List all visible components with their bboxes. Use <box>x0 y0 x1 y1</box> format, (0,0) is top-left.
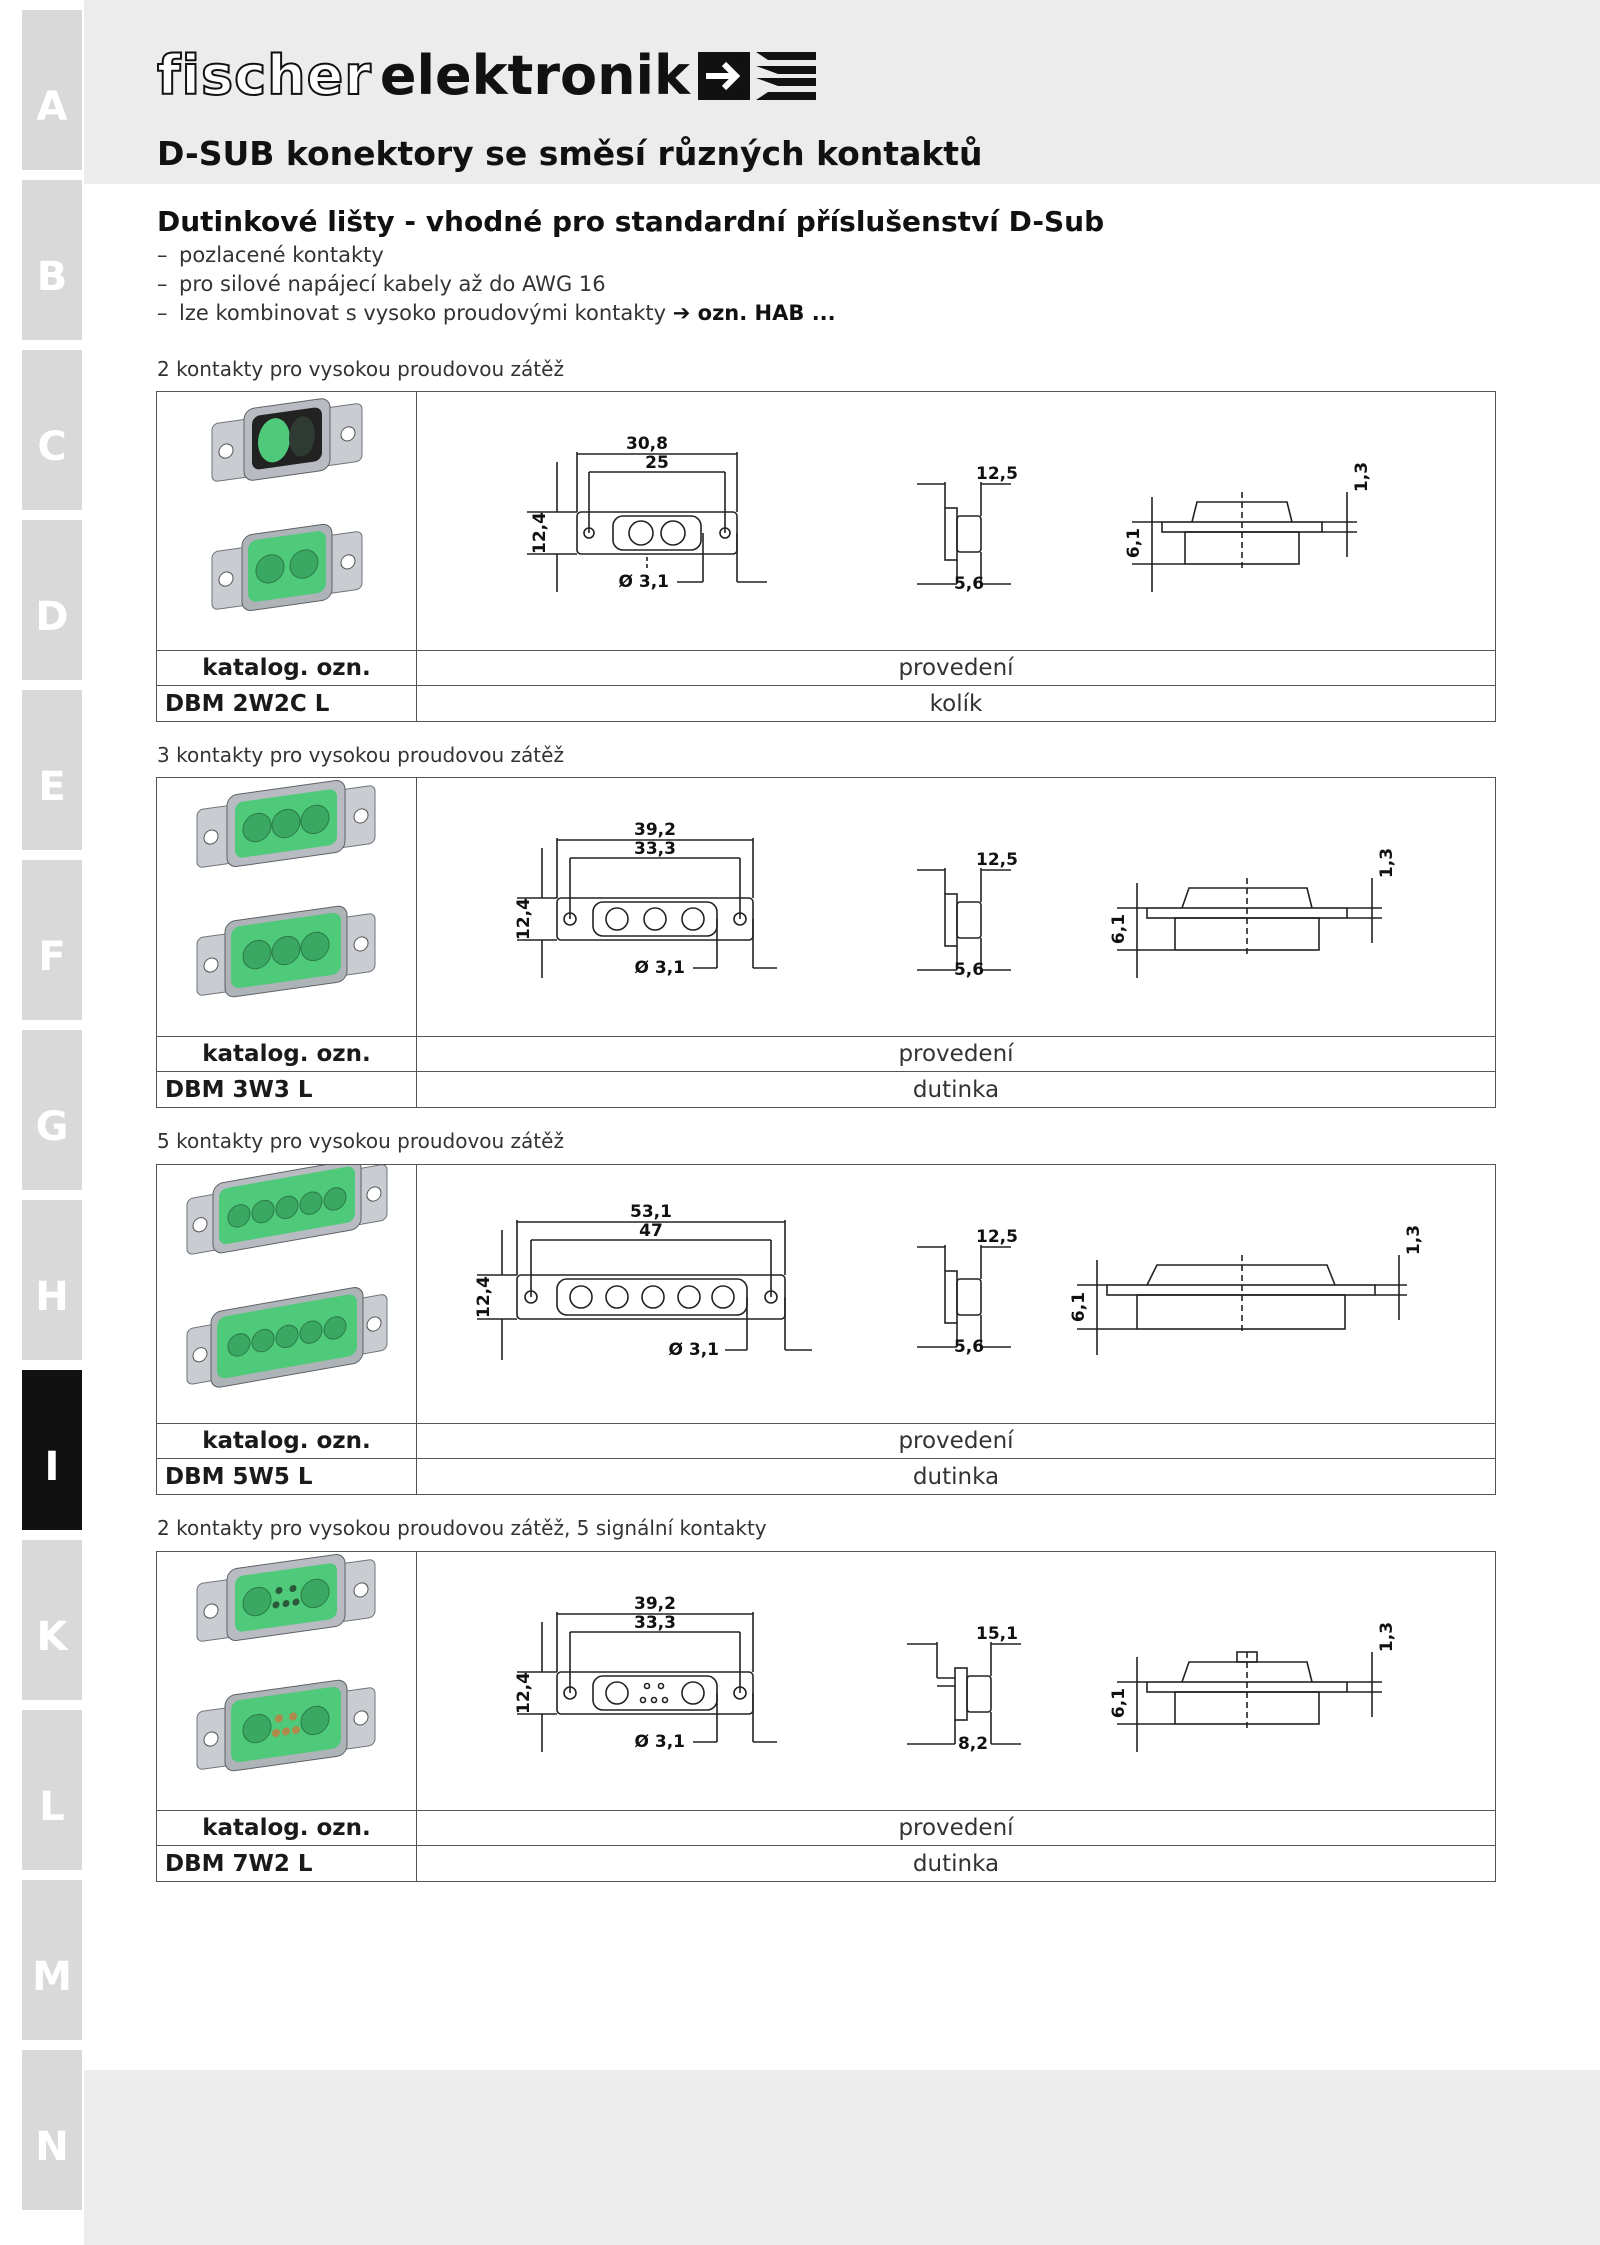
header-version: provedení <box>898 1815 1014 1841</box>
product-table <box>156 777 1496 1108</box>
tab-c[interactable]: C <box>22 350 82 510</box>
product-photo <box>157 778 417 1036</box>
technical-drawing <box>417 1165 1495 1423</box>
header-catalog: katalog. ozn. <box>157 1037 417 1071</box>
dim-side-top: 15,1 <box>976 1624 1018 1644</box>
tab-d[interactable]: D <box>22 520 82 680</box>
version-type: dutinka <box>912 1463 1000 1490</box>
product-table <box>156 391 1496 722</box>
feature-item: – lze kombinovat s vysoko proudovými kontakty ➔ ozn. HAB ... <box>157 301 836 325</box>
catalog-code: DBM 7W2 L <box>157 1846 417 1881</box>
table-header-row <box>157 651 1495 686</box>
product-photo <box>157 1552 417 1810</box>
product-photo <box>157 392 417 650</box>
catalog-code: DBM 5W5 L <box>157 1459 417 1494</box>
header-catalog: katalog. ozn. <box>157 1811 417 1845</box>
dim-inner: 25 <box>645 453 669 473</box>
header-catalog: katalog. ozn. <box>157 1424 417 1458</box>
header-version: provedení <box>898 1428 1014 1454</box>
version-type: dutinka <box>912 1076 1000 1103</box>
hab-reference: ➔ ozn. HAB ... <box>672 301 836 325</box>
dim-front-height: 6,1 <box>1109 1687 1129 1719</box>
dim-side-top: 12,5 <box>976 1227 1018 1247</box>
feature-item: – pro silové napájecí kabely až do AWG 16 <box>157 272 606 296</box>
brand-name-elektronik: elektronik <box>379 44 690 107</box>
section-title: 3 kontakty pro vysokou proudovou zátěž <box>157 743 564 767</box>
dim-side-bottom: 5,6 <box>953 960 985 980</box>
dim-inner: 33,3 <box>634 839 676 859</box>
technical-drawing <box>417 778 1495 1036</box>
footer-band <box>84 2070 1600 2245</box>
table-row <box>157 686 1495 721</box>
version-type: dutinka <box>912 1850 1000 1877</box>
dim-side-top: 12,5 <box>976 850 1018 870</box>
product-table <box>156 1164 1496 1495</box>
brand-logo <box>157 44 816 108</box>
dim-outer: 30,8 <box>626 434 668 454</box>
brand-arrow-icon <box>698 48 816 104</box>
feature-list <box>157 241 836 328</box>
dim-outer: 39,2 <box>634 1594 676 1614</box>
table-header-row <box>157 1037 1495 1072</box>
dim-outer: 53,1 <box>630 1202 672 1222</box>
brand-name-fischer: fischer <box>157 44 372 107</box>
dim-height: 12,4 <box>514 1672 534 1714</box>
dim-hole: Ø 3,1 <box>668 1340 719 1360</box>
dim-hole: Ø 3,1 <box>634 958 685 978</box>
table-row <box>157 1459 1495 1494</box>
dim-height: 12,4 <box>530 512 550 554</box>
tab-f[interactable]: F <box>22 860 82 1020</box>
dim-front-height: 6,1 <box>1069 1291 1089 1323</box>
product-photo <box>157 1165 417 1423</box>
tab-a[interactable]: A <box>22 10 82 170</box>
tab-g[interactable]: G <box>22 1030 82 1190</box>
dim-front-thickness: 1,3 <box>1377 847 1397 879</box>
header-version: provedení <box>898 655 1014 681</box>
table-row <box>157 1072 1495 1107</box>
dim-hole: Ø 3,1 <box>634 1732 685 1752</box>
dim-side-bottom: 5,6 <box>953 574 985 594</box>
dim-front-height: 6,1 <box>1109 913 1129 945</box>
dim-front-height: 6,1 <box>1124 527 1144 559</box>
header-catalog: katalog. ozn. <box>157 651 417 685</box>
catalog-code: DBM 2W2C L <box>157 686 417 721</box>
dim-inner: 47 <box>639 1221 663 1241</box>
version-type: kolík <box>929 690 983 717</box>
tab-e[interactable]: E <box>22 690 82 850</box>
feature-item: – pozlacené kontakty <box>157 243 384 267</box>
product-table <box>156 1551 1496 1882</box>
tab-i[interactable]: I <box>22 1370 82 1530</box>
table-row <box>157 1846 1495 1881</box>
dim-front-thickness: 1,3 <box>1377 1621 1397 1653</box>
table-header-row <box>157 1811 1495 1846</box>
dim-side-bottom: 5,6 <box>953 1337 985 1357</box>
dim-front-thickness: 1,3 <box>1404 1224 1424 1256</box>
page-title: D-SUB konektory se směsí různých kontaktů <box>157 134 983 173</box>
header-version: provedení <box>898 1041 1014 1067</box>
tab-h[interactable]: H <box>22 1200 82 1360</box>
dim-side-bottom: 8,2 <box>957 1734 989 1754</box>
tab-b[interactable]: B <box>22 180 82 340</box>
dim-outer: 39,2 <box>634 820 676 840</box>
dim-side-top: 12,5 <box>976 464 1018 484</box>
section-title: 5 kontakty pro vysokou proudovou zátěž <box>157 1129 564 1153</box>
table-header-row <box>157 1424 1495 1459</box>
dim-hole: Ø 3,1 <box>618 572 669 592</box>
tab-n[interactable]: N <box>22 2050 82 2210</box>
dim-front-thickness: 1,3 <box>1352 461 1372 493</box>
catalog-code: DBM 3W3 L <box>157 1072 417 1107</box>
section-title: 2 kontakty pro vysokou proudovou zátěž, 5 signální kontakty <box>157 1516 767 1540</box>
dim-height: 12,4 <box>514 898 534 940</box>
tab-l[interactable]: L <box>22 1710 82 1870</box>
section-title: 2 kontakty pro vysokou proudovou zátěž <box>157 357 564 381</box>
tab-k[interactable]: K <box>22 1540 82 1700</box>
section-subheading: Dutinkové lišty - vhodné pro standardní příslušenství D-Sub <box>157 205 1105 238</box>
dim-height: 12,4 <box>474 1276 494 1318</box>
technical-drawing <box>417 392 1495 650</box>
technical-drawing <box>417 1552 1495 1810</box>
top-view-drawing <box>527 452 767 592</box>
tab-m[interactable]: M <box>22 1880 82 2040</box>
dim-inner: 33,3 <box>634 1613 676 1633</box>
